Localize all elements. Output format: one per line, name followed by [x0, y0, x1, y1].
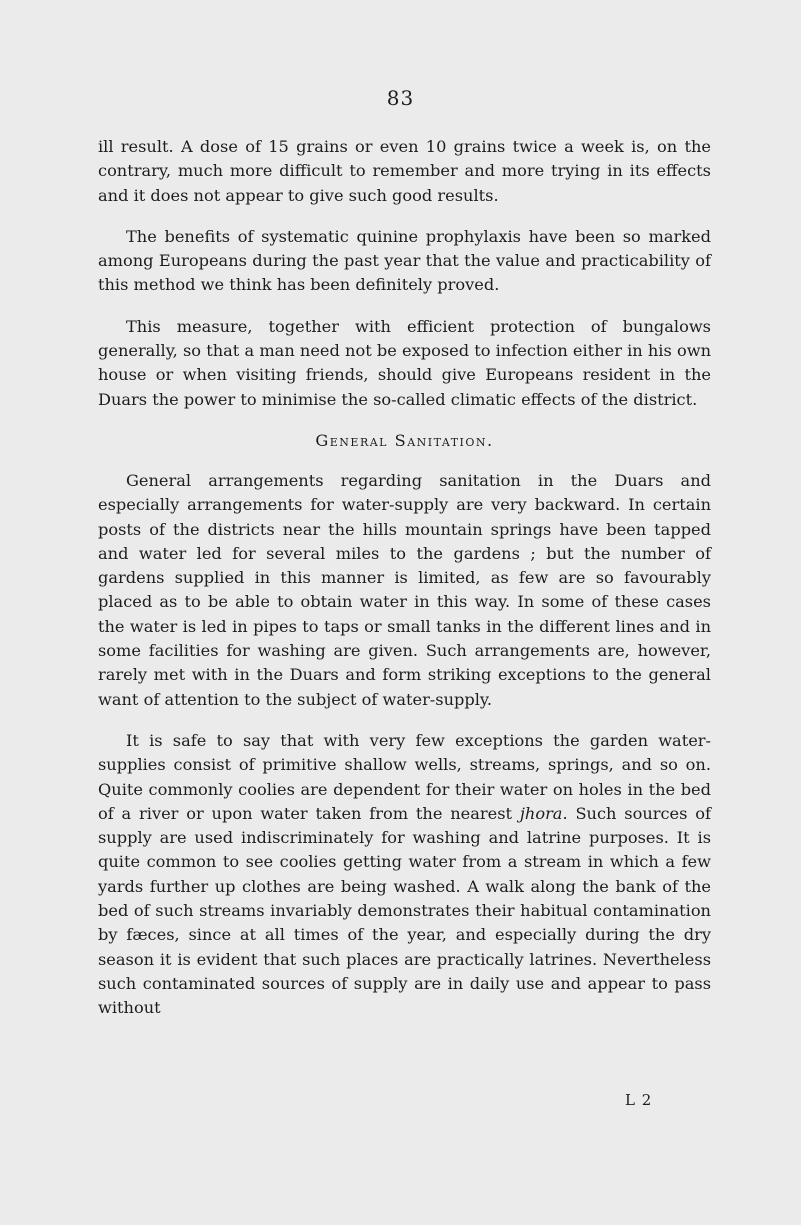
- signature-mark: L 2: [625, 1091, 653, 1109]
- paragraph-water-sources-text-1: It is safe to say that with very few exceptions the garden water-supplies consist of primitive shallow wells, streams, springs, and so on. Quite commonly coolies are dependent for their water on holes in the bed of a river or upon water taken from the nearest: [98, 730, 711, 823]
- paragraph-continued: ill result. A dose of 15 grains or even 10 grains twice a week is, on the contrary, much more difficult to remember and more trying in its effects and it does not appear to give such good results.: [98, 137, 711, 205]
- text-body: [98, 135, 711, 1021]
- paragraph-water-sources: [98, 729, 711, 1021]
- paragraph-quinine-benefits: The benefits of systematic quinine prophylaxis have been so marked among Europeans during the past year that the value and practicability of this method we think has been definitely proved.: [98, 226, 711, 295]
- paragraph-bungalow-protection: This measure, together with efficient protection of bungalows generally, so that a man need not be exposed to infection either in his own house or when visiting friends, should give Europeans resident in the Duars the power to minimise the so-called climatic effects of the district.: [98, 316, 711, 409]
- paragraph-water-sources-text-2: . Such sources of supply are used indiscriminately for washing and latrine purposes. It is quite common to see coolies getting water from a stream in which a few yards further up clothes are being washed. A walk along the bank of the bed of such streams invariably demonstrates their habitual contamination by fæces, since at all times of the year, and especially during the dry season it is evident that such places are practically latrines. Nevertheless such contaminated sources of supply are in daily use and appear to pass without: [98, 803, 711, 1018]
- paragraph-general-arrangements: General arrangements regarding sanitation in the Duars and especially arrangements for water-supply are very backward. In certain posts of the districts near the hills mountain springs have been tapped and water led for several miles to the gardens ; but the number of gardens supplied in this manner is limited, as few are so favourably placed as to be able to obtain water in this way. In some of these cases the water is led in pipes to taps or small tanks in the different lines and in some facilities for washing are given. Such arrangements are, however, rarely met with in the Duars and form striking exceptions to the general want of attention to the subject of water-supply.: [98, 470, 711, 709]
- section-heading: General Sanitation.: [315, 430, 494, 450]
- italic-term-jhora: jhora: [519, 803, 563, 823]
- page-number: 83: [386, 86, 415, 110]
